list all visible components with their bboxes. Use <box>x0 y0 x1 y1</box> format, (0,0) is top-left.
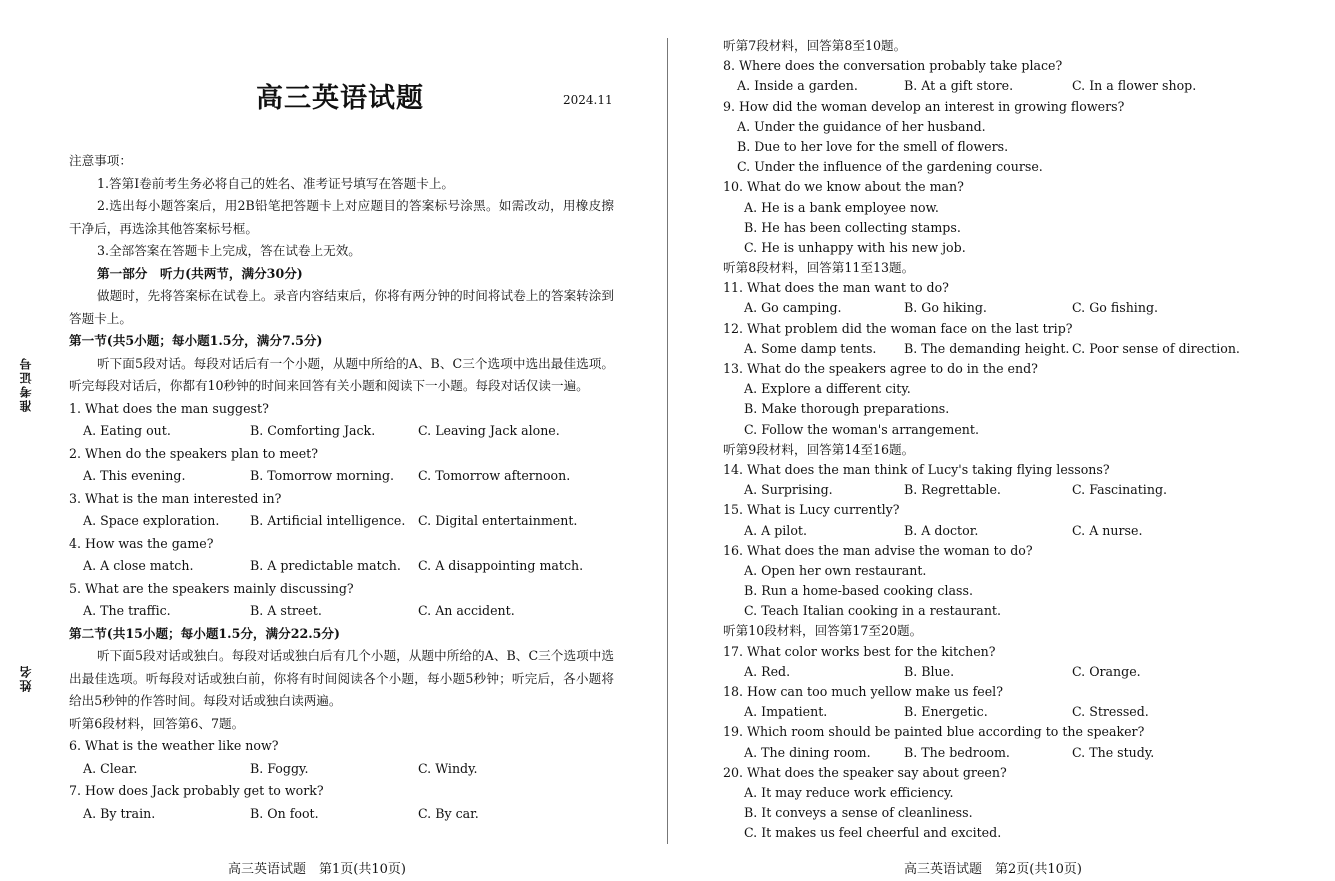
option-c: C. Stressed. <box>1072 704 1149 720</box>
options-row <box>723 743 1283 763</box>
option-b: B. A street. <box>250 603 322 618</box>
option-a: A. The traffic. <box>83 603 171 618</box>
options-row <box>69 555 614 578</box>
question: 15. What is Lucy currently? <box>723 502 900 518</box>
question: 5. What are the speakers mainly discussing? <box>69 580 354 596</box>
option-b: B. Foggy. <box>250 760 309 776</box>
option-a: A. Explore a different city. <box>744 381 911 397</box>
options-row <box>723 76 1283 96</box>
option-a: A. A pilot. <box>744 522 807 538</box>
options-row <box>69 600 614 623</box>
options-row <box>69 758 614 781</box>
option-c: C. It makes us feel cheerful and excited. <box>744 825 1002 841</box>
option-c: C. A disappointing match. <box>418 558 584 573</box>
option-a: A. Open her own restaurant. <box>744 562 927 578</box>
part1-intro: 做题时，先将答案标在试卷上。录音内容结束后，你将有两分钟的时间将试卷上的答案转涂到答题卡上。 <box>69 288 614 326</box>
option-a: A. This evening. <box>83 468 186 483</box>
page-footer: 高三英语试题 第2页(共10页) <box>904 862 1082 877</box>
option-b: B. Go hiking. <box>904 300 987 316</box>
option-b: B. On foot. <box>250 805 319 821</box>
option-a: A. By train. <box>83 805 156 821</box>
options-row <box>723 298 1283 318</box>
material-heading: 听第6段材料，回答第6、7题。 <box>69 715 245 731</box>
options-row <box>723 702 1283 722</box>
question: 1. What does the man suggest? <box>69 400 269 416</box>
question: 6. What is the weather like now? <box>69 738 279 753</box>
option-c: C. An accident. <box>418 603 515 618</box>
option-b: B. A doctor. <box>904 522 979 538</box>
option-c: C. By car. <box>418 805 479 821</box>
option-c: C. Fascinating. <box>1072 482 1168 498</box>
option-a: A. A close match. <box>83 558 194 573</box>
options-row <box>69 803 614 826</box>
question: 20. What does the speaker say about green? <box>723 764 1007 780</box>
question: 14. What does the man think of Lucy's taking flying lessons? <box>723 461 1110 477</box>
option-b: B. He has been collecting stamps. <box>744 219 961 235</box>
option-c: C. Under the influence of the gardening course. <box>737 159 1043 175</box>
option-c: C. Orange. <box>1072 663 1141 679</box>
option-a: A. Some damp tents. <box>744 340 877 356</box>
option-a: A. Red. <box>744 663 791 679</box>
question: 19. Which room should be painted blue according to the speaker? <box>723 724 1145 740</box>
section1-intro: 听下面5段对话。每段对话后有一个小题，从题中所给的A、B、C三个选项中选出最佳选项。听完每段对话后，你都有10秒钟的时间来回答有关小题和阅读下一小题。每段对话仅读一遍。 <box>69 355 614 393</box>
options-row <box>723 521 1283 541</box>
option-a: A. He is a bank employee now. <box>744 199 939 215</box>
notice-item: 1.答第Ⅰ卷前考生务必将自己的姓名、准考证号填写在答题卡上。 <box>97 175 455 191</box>
option-c: C. The study. <box>1072 744 1155 760</box>
option-c: C. Follow the woman's arrangement. <box>744 421 979 437</box>
option-b: B. Blue. <box>904 663 955 679</box>
option-a: A. Surprising. <box>744 482 833 498</box>
question: 3. What is the man interested in? <box>69 490 282 506</box>
options-row <box>69 465 614 488</box>
options-row <box>69 510 614 533</box>
material-heading: 听第9段材料，回答第14至16题。 <box>723 441 915 457</box>
options-row <box>69 420 614 443</box>
question: 18. How can too much yellow make us feel? <box>723 684 1003 699</box>
exam-number-label: 准考证号 <box>19 356 33 412</box>
question: 8. Where does the conversation probably take place? <box>723 58 1063 74</box>
part1-heading: 第一部分 听力(共两节，满分30分) <box>97 265 303 281</box>
notice-item: 3.全部答案在答题卡上完成，答在试卷上无效。 <box>97 243 361 258</box>
left-column <box>69 150 614 825</box>
options-row <box>723 339 1283 359</box>
question: 4. How was the game? <box>69 535 214 551</box>
option-b: B. The bedroom. <box>904 744 1010 760</box>
option-b: B. It conveys a sense of cleanliness. <box>744 805 973 821</box>
right-column <box>723 36 1283 844</box>
exam-date: 2024.11 <box>563 93 613 107</box>
section2-heading: 第二节(共15小题；每小题1.5分，满分22.5分) <box>69 625 340 641</box>
material-heading: 听第10段材料，回答第17至20题。 <box>723 623 923 639</box>
page-footer: 高三英语试题 第1页(共10页) <box>228 862 406 877</box>
question: 10. What do we know about the man? <box>723 179 964 195</box>
page-title: 高三英语试题 <box>256 83 424 114</box>
options-row <box>723 662 1283 682</box>
question: 16. What does the man advise the woman to do? <box>723 542 1033 558</box>
option-c: C. Teach Italian cooking in a restaurant. <box>744 603 1001 619</box>
option-c: C. In a flower shop. <box>1072 78 1197 94</box>
question: 9. How did the woman develop an interest in growing flowers? <box>723 98 1125 114</box>
option-b: B. Make thorough preparations. <box>744 401 950 417</box>
option-c: C. A nurse. <box>1072 522 1143 538</box>
question: 11. What does the man want to do? <box>723 280 949 296</box>
option-a: A. Under the guidance of her husband. <box>737 118 986 134</box>
option-b: B. Due to her love for the smell of flowers. <box>737 138 1009 154</box>
option-b: B. The demanding height. <box>904 340 1070 356</box>
option-c: C. Leaving Jack alone. <box>418 423 560 438</box>
question: 12. What problem did the woman face on the last trip? <box>723 320 1073 336</box>
option-b: B. Comforting Jack. <box>250 423 376 438</box>
option-b: B. At a gift store. <box>904 78 1014 94</box>
option-a: A. Go camping. <box>744 300 842 316</box>
material-heading: 听第7段材料，回答第8至10题。 <box>723 38 907 53</box>
name-label: 姓名 <box>19 664 33 692</box>
question: 17. What color works best for the kitchen? <box>723 643 996 659</box>
option-c: C. He is unhappy with his new job. <box>744 239 966 255</box>
option-c: C. Windy. <box>418 760 478 776</box>
option-b: B. Run a home-based cooking class. <box>744 583 973 599</box>
option-b: B. Artificial intelligence. <box>250 513 406 528</box>
question: 13. What do the speakers agree to do in the end? <box>723 361 1038 376</box>
option-a: A. Space exploration. <box>83 513 220 528</box>
option-a: A. Impatient. <box>744 704 828 720</box>
section1-heading: 第一节(共5小题；每小题1.5分，满分7.5分) <box>69 333 323 348</box>
question: 2. When do the speakers plan to meet? <box>69 445 318 461</box>
option-b: B. A predictable match. <box>250 558 401 573</box>
option-a: A. Inside a garden. <box>737 78 858 94</box>
option-c: C. Go fishing. <box>1072 300 1159 316</box>
option-b: B. Tomorrow morning. <box>250 468 395 483</box>
options-row <box>723 480 1283 500</box>
notice-item: 2.选出每小题答案后，用2B铅笔把答题卡上对应题目的答案标号涂黑。如需改动，用橡皮擦干净后，再选涂其他答案标号框。 <box>69 198 614 236</box>
option-a: A. Clear. <box>83 760 138 776</box>
question: 7. How does Jack probably get to work? <box>69 783 324 798</box>
option-a: A. The dining room. <box>744 744 871 760</box>
column-divider <box>667 38 668 844</box>
option-c: C. Tomorrow afternoon. <box>418 468 571 483</box>
option-a: A. Eating out. <box>83 423 171 438</box>
option-b: B. Regrettable. <box>904 482 1001 498</box>
option-b: B. Energetic. <box>904 704 988 720</box>
option-c: C. Poor sense of direction. <box>1072 340 1240 356</box>
notice-heading: 注意事项： <box>69 153 132 168</box>
section2-intro: 听下面5段对话或独白。每段对话或独白后有几个小题，从题中所给的A、B、C三个选项中选出最佳选项。听每段对话或独白前，你将有时间阅读各个小题，每小题5秒钟；听完后，各小题将给出5秒钟的作答时间。每段对话或独白读两遍。 <box>69 648 614 708</box>
option-a: A. It may reduce work efficiency. <box>744 784 954 800</box>
option-c: C. Digital entertainment. <box>418 513 578 528</box>
material-heading: 听第8段材料，回答第11至13题。 <box>723 260 915 276</box>
